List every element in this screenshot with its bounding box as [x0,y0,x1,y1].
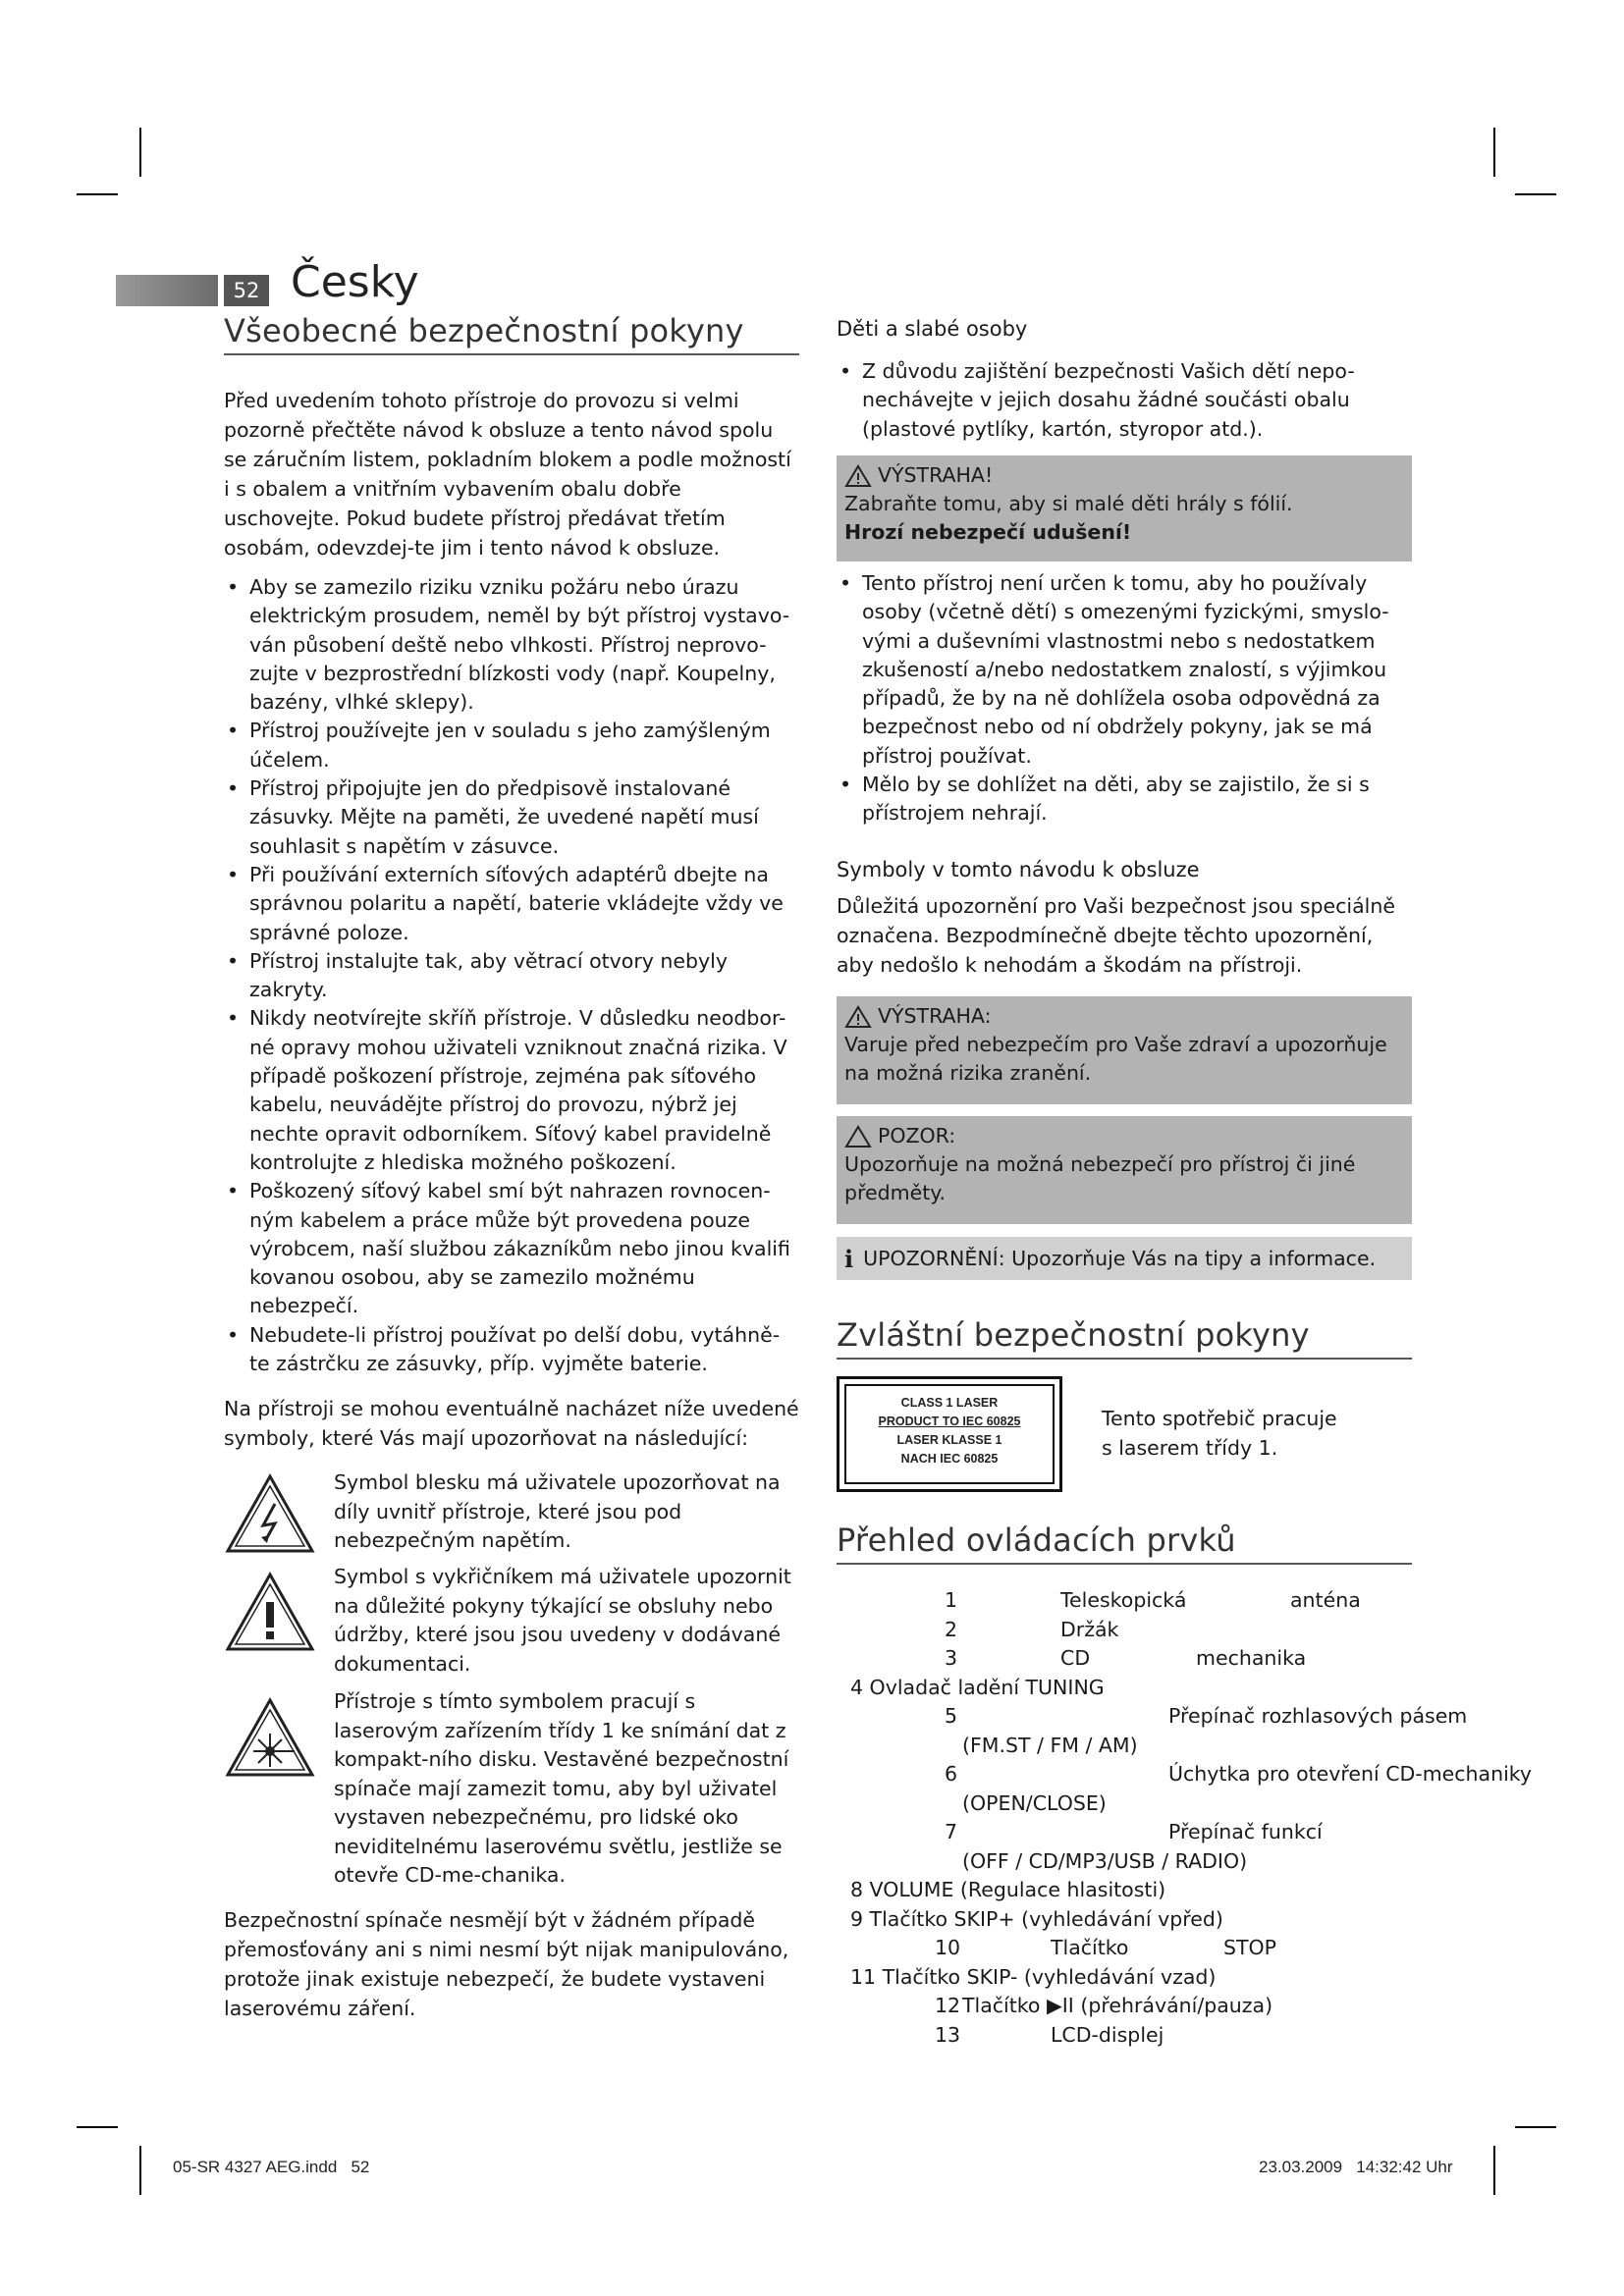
list-item: (OFF / CD/MP3/USB / RADIO) [962,1848,1248,1873]
crop-mark [77,2126,118,2128]
right-column-top [837,317,1412,444]
children-heading: Děti a slabé osoby [837,317,1028,341]
list-item: • Mělo by se dohlížet na děti, aby se zajistilo, že si s přístrojem nehrají. [839,773,1370,826]
crop-mark [77,193,118,195]
caution-box [837,1116,1412,1224]
overview-title: Přehled ovládacích prvků [837,1522,1412,1565]
caution-text: Upozorňuje na možná nebezpečí pro přístroj či jiné předměty. [844,1152,1356,1204]
left-column [224,312,799,1453]
symbol-text-laser: Přístroje s tímto symbolem pracují s laserovým zařízením třídy 1 ke snímání dat z kompakt-ního disku. Vestavěné bezpečnostní spínače mají zamezit tomu, aby byl uživatel vystaven nebezpečnému, pro lidské oko neviditelnému laserovému světlu, jestliže se otevře CD-me-chanika. [334,1689,789,1887]
symbols-heading: Symboly v tomto návodu k obsluze [837,857,1200,881]
symbol-text-exclamation: Symbol s vykřičníkem má uživatele upozornit na důležité pokyny týkající se obsluhy nebo údržby, které jsou jsou uvedeny v dodávané dokumentaci. [334,1565,791,1676]
page-number-badge: 52 [224,275,269,306]
warning-box-health [837,996,1412,1104]
list-item: • Přístroj připojujte jen do předpisově instalované zásuvky. Mějte na paměti, že uvedené napětí musí souhlasit s napětím v zásuvce. [227,776,759,858]
footer-file-info: 05-SR 4327 AEG.indd 52 [173,2158,370,2176]
symbol-text-lightning: Symbol blesku má uživatele upozorňovat na díly uvnitř přístroje, které jsou pod nebezpečným napětím. [334,1470,781,1552]
list-item: Přepínač rozhlasových pásem [1168,1704,1468,1728]
caution-triangle-icon [844,1125,872,1148]
info-icon: i [844,1244,854,1273]
list-item: Úchytka pro otevření CD-mechaniky [1168,1762,1533,1786]
crop-mark [139,2146,141,2195]
list-item: LCD-displej [1051,2022,1164,2047]
list-item: • Z důvodu zajištění bezpečnosti Vašich dětí nepo-nechávejte v jejich dosahu žádné součásti obalu (plastové pytlíky, kartón, styropor atd.). [839,359,1355,441]
list-item: 6 [945,1762,958,1786]
children-bullet-list-2 [837,569,1412,828]
list-item: 12 [935,1994,961,2017]
caution-label: POZOR: [878,1124,956,1148]
children-bullet-list [837,357,1412,444]
crop-mark [1515,2126,1556,2128]
warning-label: VÝSTRAHA: [878,1004,992,1028]
symbols-intro: Na přístroji se mohou eventuálně nacházet níže uvedené symboly, které Vás mají upozorňovat na následující: [224,1397,799,1451]
list-item: 1 [945,1588,958,1612]
list-item: 13 [935,2022,961,2047]
header-bar [116,275,218,306]
list-item: 2 [945,1617,958,1641]
note-box [837,1237,1412,1280]
list-item: 11 Tlačítko SKIP- (vyhledávání vzad) [850,1964,1217,1989]
intro-paragraph: Před uvedením tohoto přístroje do provozu si velmi pozorně přečtěte návod k obsluze a tento návod spolu se záručním listem, pokladním blokem a podle možností i s obalem a vnitřním vybavením obalu dobře uschovejte. Pokud budete přístroj předávat třetím osobám, odevzdej-te jim i tento návod k obsluze. [224,389,791,560]
list-item: Přepínač funkcí [1168,1820,1323,1843]
laser-warning-icon [224,1696,316,1779]
warning-box-choking [837,455,1412,561]
warning-label: VÝSTRAHA! [878,463,994,487]
section-title: Všeobecné bezpečnostní pokyny [224,312,799,355]
laser-class-label [837,1376,1062,1492]
crop-mark [1493,2146,1495,2195]
crop-mark [1493,128,1495,177]
list-item: 9 Tlačítko SKIP+ (vyhledávání vpřed) [850,1906,1223,1931]
list-item: 10 [935,1936,961,1959]
laser-description: Tento spotřebič pracuje s laserem třídy 1. [1102,1407,1337,1460]
laser-label-line: PRODUCT TO IEC 60825 [878,1415,1021,1428]
note-label: UPOZORNĚNÍ: [863,1246,1005,1270]
list-item: 8 VOLUME (Regulace hlasitosti) [850,1878,1166,1901]
list-item: • Při používání externích síťových adaptérů dbejte na správnou polaritu a napětí, baterie vkládejte vždy ve správné poloze. [227,862,784,944]
crop-mark [139,128,141,177]
closing-paragraph: Bezpečnostní spínače nesmějí být v žádném případě přemosťovány ani s nimi nesmí být nijak manipulováno, protože jinak existuje nebezpečí, že budete vystaveni laserovému záření. [224,1908,789,2020]
list-item: mechanika [1196,1646,1307,1670]
warning-triangle-icon [844,464,872,488]
list-item: Držák [1060,1617,1119,1641]
list-item: • Tento přístroj není určen k tomu, aby ho používaly osoby (včetně dětí) s omezenými fyzickými, smyslo-vými a duševními vlastnostmi nebo s nedostatkem zkušeností a/nebo nedostatkem znalostí, s výjimkou případů, že by na ně dohlížela osoba odpovědná za bezpečnost nebo od ní obdržely pokyny, jak se má přístroj používat. [839,571,1389,768]
list-item: Teleskopická [1060,1588,1187,1612]
list-item: (OPEN/CLOSE) [962,1790,1107,1815]
list-item: CD [1060,1646,1091,1670]
note-text: Upozorňuje Vás na tipy a informace. [1004,1246,1377,1270]
safety-bullet-list [224,573,799,1378]
warning-text: Varuje před nebezpečím pro Vaše zdraví a upozorňuje na možná rizika zranění. [844,1033,1387,1085]
list-item: Tlačítko ▶II (přehrávání/pauza) [962,1994,1273,2017]
list-item: • Přístroj používejte jen v souladu s jeho zamýšleným účelem. [227,719,771,772]
list-item: 3 [945,1646,958,1670]
list-item: • Aby se zamezilo riziku vzniku požáru nebo úrazu elektrickým prosudem, neměl by být přístroj vystavo-ván působení deště nebo vlhkosti. Přístroj neprovo-zujte v bezprostřední blízkosti vody (např. Koupelny, bazény, vlhké sklepy). [227,575,790,715]
list-item: 4 Ovladač ladění TUNING [850,1675,1105,1699]
list-item: Tlačítko [1051,1936,1129,1959]
crop-mark [1515,193,1556,195]
special-safety-title: Zvláštní bezpečnostní pokyny [837,1316,1412,1360]
language-title: Česky [291,257,419,307]
warning-line: Zabraňte tomu, aby si malé děti hrály s fólií. [844,492,1293,515]
list-item: • Přístroj instalujte tak, aby větrací otvory nebyly zakryty. [227,948,728,1002]
right-column-mid [837,569,1412,980]
list-item: anténa [1290,1588,1361,1612]
laser-label-line: LASER KLASSE 1 [896,1433,1002,1447]
warning-triangle-icon [844,1005,872,1029]
list-item: • Nikdy neotvírejte skříň přístroje. V důsledku neodbor-né opravy mohou uživateli vzniknout značná rizika. V případě poškození přístroje, zejména pak síťového kabelu, neuvádějte přístroj do provozu, nýbrž jej nechte opravit odborníkem. Síťový kabel pravidelně kontrolujte z hlediska možného poškození. [227,1006,787,1174]
laser-label-line: CLASS 1 LASER [900,1396,999,1410]
laser-label-line: NACH IEC 60825 [900,1452,999,1466]
warning-line-bold: Hrozí nebezpečí udušení! [844,520,1132,544]
list-item: 7 [945,1820,958,1843]
list-item: • Nebudete-li přístroj používat po delší dobu, vytáhně-te zástrčku ze zásuvky, příp. vyjměte baterie. [227,1322,781,1376]
list-item: 5 [945,1704,958,1728]
list-item: (FM.ST / FM / AM) [962,1733,1138,1757]
lightning-warning-icon [224,1472,316,1555]
symbols-paragraph: Důležitá upozornění pro Vaši bezpečnost jsou speciálně označena. Bezpodmínečně dbejte těchto upozornění, aby nedošlo k nehodám a škodám na přístroji. [837,893,1395,977]
exclamation-warning-icon [224,1571,316,1653]
list-item: • Poškozený síťový kabel smí být nahrazen rovnocen-ným kabelem a práce může být provedena pouze výrobcem, naší službou zákazníkům nebo jinou kvalifi kovanou osobou, aby se zamezilo možnému nebezpečí. [227,1179,790,1318]
footer-timestamp: 23.03.2009 14:32:42 Uhr [1259,2158,1453,2176]
list-item: STOP [1223,1936,1277,1959]
controls-overview-list [837,1586,1533,2057]
